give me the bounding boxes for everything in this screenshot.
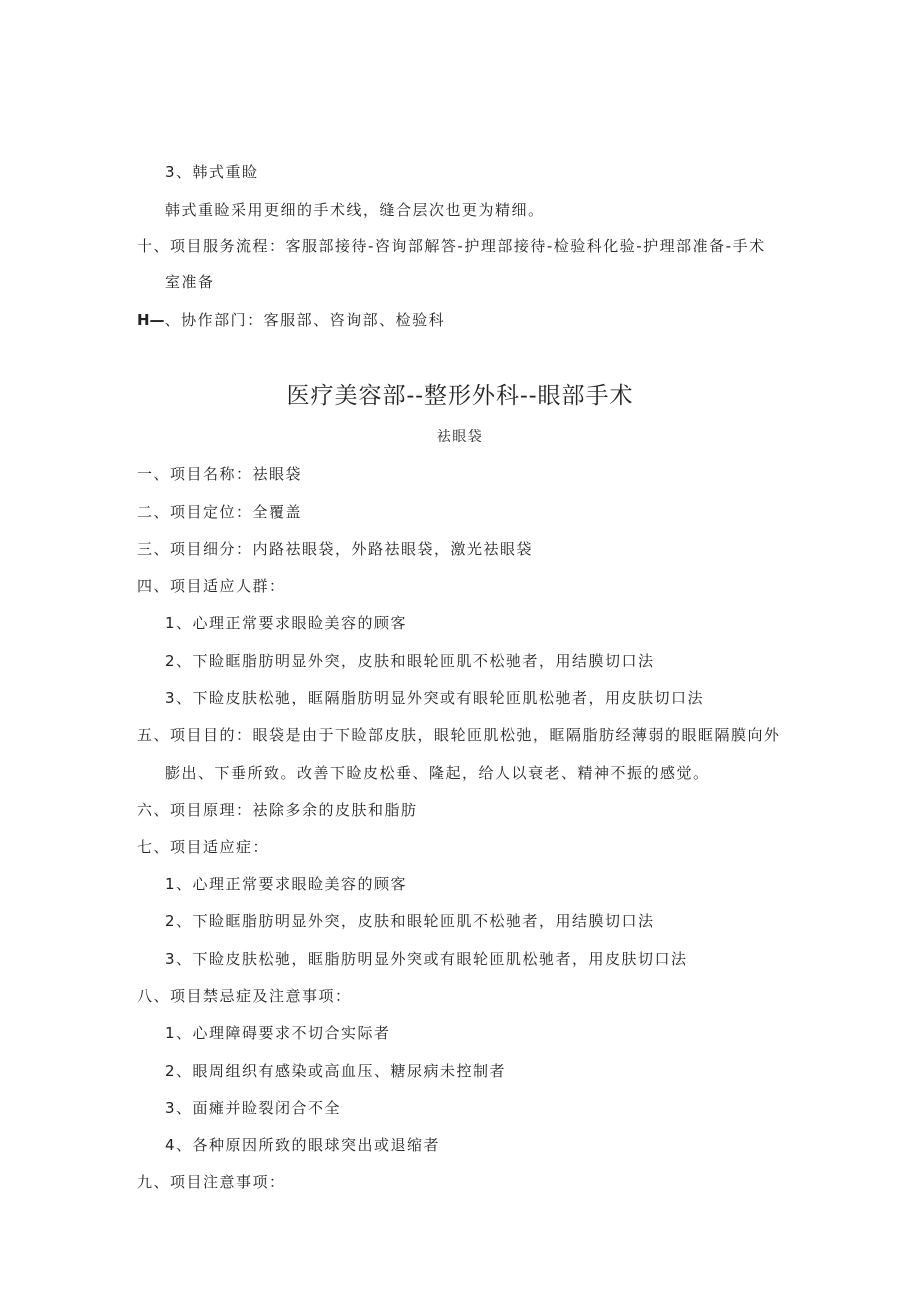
list-item: 3、面瘫并睑裂闭合不全 bbox=[165, 1099, 342, 1117]
section-10-line-2: 室准备 bbox=[165, 273, 215, 291]
list-item: 1、心理障碍要求不切合实际者 bbox=[165, 1024, 391, 1042]
section-9: 九、项目注意事项： bbox=[137, 1173, 286, 1191]
section-1: 一、项目名称：祛眼袋 bbox=[137, 465, 303, 483]
list-item: 3、下睑皮肤松驰，眶隔脂肪明显外突或有眼轮匝肌松驰者，用皮肤切口法 bbox=[165, 689, 705, 707]
section-3: 三、项目细分：内路祛眼袋，外路祛眼袋，激光祛眼袋 bbox=[137, 540, 534, 558]
item-3-heading: 3、韩式重睑 bbox=[165, 163, 259, 181]
list-item: 4、各种原因所致的眼球突出或退缩者 bbox=[165, 1136, 441, 1154]
list-item: 1、心理正常要求眼睑美容的顾客 bbox=[165, 875, 408, 893]
section-11 bbox=[137, 310, 445, 330]
section-2: 二、项目定位：全覆盖 bbox=[137, 503, 303, 521]
list-item: 3、下睑皮肤松驰，眶脂肪明显外突或有眼轮匝肌松驰者，用皮肤切口法 bbox=[165, 950, 688, 968]
page-title: 医疗美容部--整形外科--眼部手术 bbox=[286, 383, 634, 409]
list-item: 2、眼周组织有感染或高血压、糖尿病未控制者 bbox=[165, 1062, 507, 1080]
list-item: 2、下睑眶脂肪明显外突，皮肤和眼轮匝肌不松驰者，用结膜切口法 bbox=[165, 652, 655, 670]
list-item: 2、下睑眶脂肪明显外突，皮肤和眼轮匝肌不松驰者，用结膜切口法 bbox=[165, 912, 655, 930]
list-item: 1、心理正常要求眼睑美容的顾客 bbox=[165, 614, 408, 632]
item-3-text: 韩式重睑采用更细的手术线，缝合层次也更为精细。 bbox=[165, 201, 545, 219]
section-7: 七、项目适应症： bbox=[137, 838, 270, 856]
section-5-line-1: 五、项目目的：眼袋是由于下睑部皮肤，眼轮匝肌松弛，眶隔脂肪经薄弱的眼眶隔膜向外 bbox=[137, 726, 781, 744]
section-11-mark: H— bbox=[137, 311, 165, 329]
section-6: 六、项目原理：祛除多余的皮肤和脂肪 bbox=[137, 801, 418, 819]
section-4: 四、项目适应人群： bbox=[137, 577, 286, 595]
section-8: 八、项目禁忌症及注意事项： bbox=[137, 987, 352, 1005]
page-subtitle: 祛眼袋 bbox=[436, 429, 484, 445]
section-5-line-2: 膨出、下垂所致。改善下睑皮松垂、隆起，给人以衰老、精神不振的感觉。 bbox=[165, 764, 710, 782]
section-10-line-1: 十、项目服务流程：客服部接待-咨询部解答-护理部接待-检验科化验-护理部准备-手术 bbox=[137, 237, 766, 255]
section-11-text: 、协作部门：客服部、咨询部、检验科 bbox=[164, 311, 446, 329]
